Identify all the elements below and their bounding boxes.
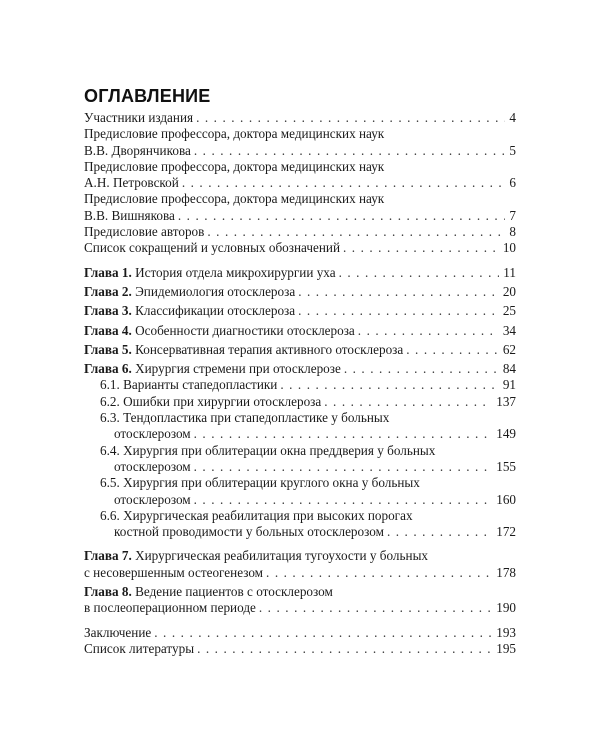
entry-title-line: отосклерозом [114, 458, 191, 474]
page-number: 137 [496, 393, 516, 409]
chapter-label: Глава 5. [84, 341, 132, 357]
entry-title-line: Заключение [84, 624, 152, 640]
entry-title-line: Хирургическая реабилитация тугоухости у больных [135, 548, 429, 564]
entry-title-line: Список сокращений и условных обозначений [84, 240, 340, 256]
dot-leader [259, 600, 492, 616]
toc-chapter [84, 303, 516, 319]
page-number: 25 [502, 303, 516, 319]
page-number: 193 [496, 624, 516, 640]
toc-subsection [84, 410, 516, 443]
page-number: 172 [496, 524, 516, 540]
dot-leader [196, 110, 505, 126]
entry-title-line: Участники издания [84, 110, 194, 125]
dot-leader [154, 625, 492, 641]
dot-leader [344, 361, 499, 377]
entry-title-line: в послеоперационном периоде [84, 600, 256, 616]
toc-entry-text [84, 600, 256, 616]
entry-title-line: Классификации отосклероза [135, 303, 296, 319]
dot-leader [343, 240, 499, 256]
chapter-label: Глава 3. [84, 303, 132, 319]
toc-entry-text [100, 377, 277, 393]
page-number: 8 [509, 224, 516, 240]
entry-title-line: А.Н. Петровской [84, 175, 179, 191]
toc-entry-text [114, 492, 191, 508]
toc-entry-text [114, 426, 191, 442]
page-number: 6 [509, 175, 516, 191]
dot-leader [358, 323, 499, 339]
toc-entry-text [84, 208, 175, 224]
entry-title-line: Ведение пациентов с отосклерозом [135, 584, 333, 600]
toc-entry-text [84, 126, 384, 141]
toc-entry [84, 641, 516, 657]
toc-entry-text [84, 159, 384, 174]
toc-entry-text [114, 459, 191, 475]
chapter-label: Глава 6. [84, 361, 132, 377]
dot-leader [387, 524, 492, 540]
page-number: 84 [502, 361, 516, 377]
page-number: 11 [503, 264, 516, 280]
toc-entry [84, 625, 516, 641]
toc-entry-text [84, 565, 263, 581]
chapter-label: Глава 8. [84, 584, 132, 600]
page-number: 7 [509, 207, 516, 223]
entry-title-line: Особенности диагностики отосклероза [135, 322, 355, 338]
dot-leader [194, 426, 493, 442]
toc-entry-text [84, 240, 340, 256]
toc-subsection [84, 394, 516, 410]
toc-entry-text [84, 584, 333, 599]
dot-leader [324, 394, 492, 410]
page-number: 20 [502, 283, 516, 299]
page-number: 149 [496, 426, 516, 442]
dot-leader [194, 459, 493, 475]
toc-entry-text [100, 394, 321, 410]
toc-entry-text [84, 175, 179, 191]
dot-leader [194, 492, 493, 508]
entry-title-line: с несовершенным остеогенезом [84, 564, 264, 580]
dot-leader [280, 377, 498, 393]
entry-title-line: Хирургия стремени при отосклерозе [135, 361, 341, 377]
toc-entry [84, 126, 516, 159]
toc-entry-text [84, 265, 336, 281]
toc-chapter [84, 284, 516, 300]
page-number: 5 [509, 142, 516, 158]
page-number: 195 [496, 640, 516, 656]
toc-chapter [84, 265, 516, 281]
page-number: 10 [502, 240, 516, 256]
entry-title-line: отосклерозом [114, 426, 191, 442]
toc-title: ОГЛАВЛЕНИЕ [84, 86, 211, 106]
entry-title-line: 6.6. Хирургическая реабилитация при высоких порогах [100, 507, 413, 523]
entry-title-line: 6.4. Хирургия при облитерации окна преддверия у больных [100, 442, 436, 458]
dot-leader [266, 565, 492, 581]
toc-subsection [84, 508, 516, 541]
toc-subsection [84, 475, 516, 508]
entry-title-line: Предисловие авторов [84, 224, 205, 240]
toc-entry-text [84, 625, 151, 641]
entry-title-line: костной проводимости у больных отосклерозом [114, 524, 384, 540]
dot-leader [298, 303, 499, 319]
toc-chapter [84, 361, 516, 377]
toc-entry [84, 224, 516, 240]
toc-entry-text [100, 410, 389, 425]
dot-leader [178, 208, 506, 224]
entry-title-line: отосклерозом [114, 491, 191, 507]
page-number: 62 [502, 341, 516, 357]
page-number: 4 [509, 110, 516, 125]
entry-title-line: Консервативная терапия активного отосклероза [135, 341, 404, 357]
dot-leader [197, 641, 492, 657]
toc-entry-text [100, 475, 420, 490]
toc-entry-text [84, 361, 341, 377]
page-number: 155 [496, 458, 516, 474]
toc-entry-text [100, 443, 435, 458]
toc-chapter [84, 548, 516, 581]
toc-chapter [84, 323, 516, 339]
entry-title-line: Предисловие профессора, доктора медицинских наук [84, 158, 385, 174]
chapter-label: Глава 4. [84, 322, 132, 338]
page-number: 91 [502, 377, 516, 393]
entry-title-line: Список литературы [84, 640, 195, 656]
toc-entry-text [84, 224, 204, 240]
toc-entry [84, 159, 516, 192]
dot-leader [298, 284, 499, 300]
dot-leader [406, 342, 499, 358]
toc-entry-text [84, 143, 191, 159]
toc-entry-text [84, 323, 355, 339]
entry-title-line: 6.3. Тендопластика при стапедопластике у больных [100, 410, 390, 426]
toc-entry-text [100, 508, 413, 523]
page-number: 178 [496, 564, 516, 580]
entry-title-line: 6.2. Ошибки при хирургии отосклероза [100, 393, 322, 409]
dot-leader [339, 265, 500, 281]
page-number: 190 [496, 600, 516, 616]
toc-subsection [84, 443, 516, 476]
entry-title-line: В.В. Вишнякова [84, 207, 175, 223]
dot-leader [194, 143, 506, 159]
toc-list [84, 110, 516, 657]
toc-entry [84, 191, 516, 224]
toc-chapter [84, 342, 516, 358]
toc-entry-text [84, 342, 403, 358]
dot-leader [182, 175, 506, 191]
chapter-label: Глава 2. [84, 283, 132, 299]
toc-chapter [84, 584, 516, 617]
page-number: 34 [502, 322, 516, 338]
chapter-label: Глава 7. [84, 548, 132, 564]
toc-entry-text [84, 548, 428, 563]
toc-entry [84, 110, 516, 126]
entry-title-line: Эпидемиология отосклероза [135, 283, 296, 299]
dot-leader [207, 224, 505, 240]
entry-title-line: 6.5. Хирургия при облитерации круглого окна у больных [100, 475, 420, 491]
toc-entry-text [84, 303, 295, 319]
page-number: 160 [496, 491, 516, 507]
entry-title-line: В.В. Дворянчикова [84, 142, 191, 158]
toc-entry [84, 240, 516, 256]
toc-entry-text [84, 641, 194, 657]
entry-title-line: 6.1. Варианты стапедопластики [100, 377, 278, 393]
chapter-label: Глава 1. [84, 264, 132, 280]
toc-subsection [84, 377, 516, 393]
entry-title-line: Предисловие профессора, доктора медицинских наук [84, 191, 385, 207]
toc-entry-text [84, 191, 384, 206]
entry-title-line: Предисловие профессора, доктора медицинских наук [84, 126, 385, 142]
toc-entry-text [114, 524, 384, 540]
toc-entry-text [84, 110, 193, 126]
toc-entry-text [84, 284, 295, 300]
entry-title-line: История отдела микрохирургии уха [135, 264, 336, 280]
